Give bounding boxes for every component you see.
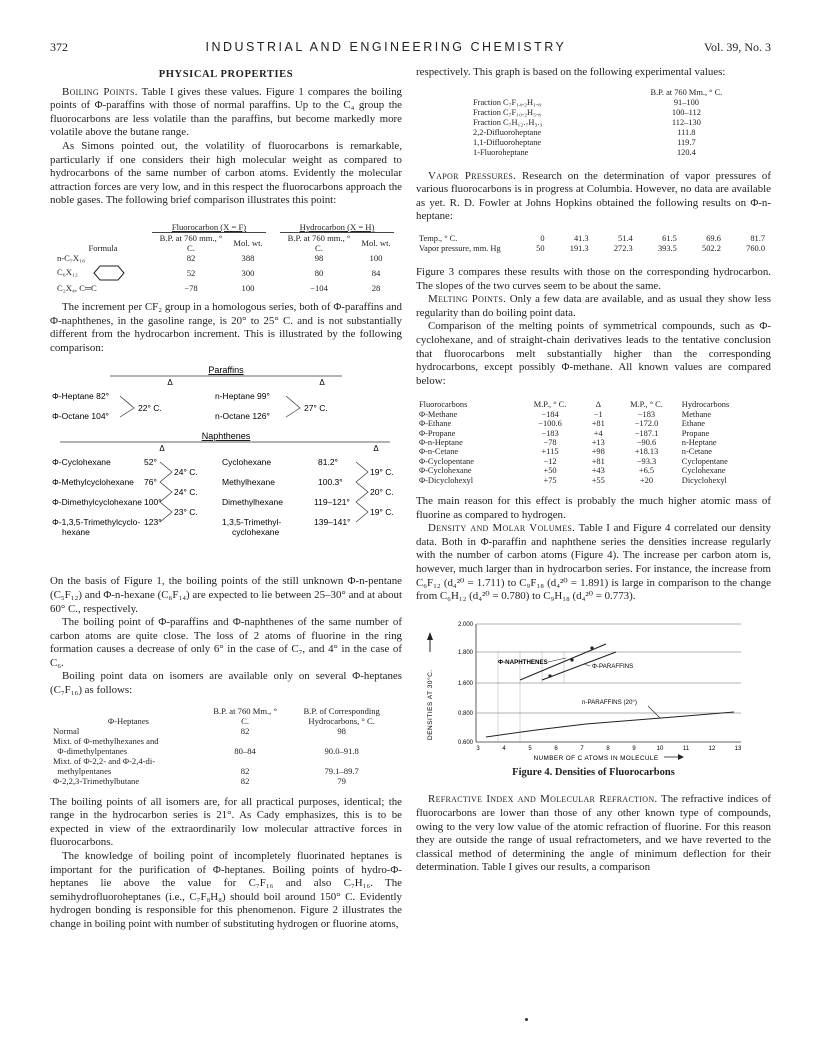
svg-text:24° C.: 24° C. [174,487,198,498]
journal-title: INDUSTRIAL AND ENGINEERING CHEMISTRY [205,40,567,54]
x-tick-label: 9 [632,745,636,752]
x-tick-label: 7 [580,745,584,752]
table-row: n-C₇X₁₆ 82 388 98 100 [57,252,383,263]
x-tick-labels [476,746,742,752]
figure-4-caption: Figure 4. Densities of Fluorocarbons [512,766,675,778]
volatility-paragraph: As Simons pointed out, the volatility of fluorocarbons is remarkable, particularly if one considers their high molecular weight as compared to hydrocarbons of the same number of carbon atoms. Evidently the molecular attraction forces are very low, and in this respect the fluorocarbons approach the noble gases. The following brief comparison illustrates this point: [50,139,402,207]
table-row: Φ-Ethane −100.6 +81 −172.0 Ethane [419,419,706,429]
volume-issue: Vol. 39, No. 3 [703,40,771,54]
refractive-index-paragraph: Refractive Index and Molecular Refraction. The refractive indices of fluorocarbons are lower than those of any other known type of compounds, owing to the very low value of the atomic refraction of fluorine. For this reason they are outside the range of usual refractometers, and we have reverted to the classical method of determining the angle of minimum deflection for their determination. Table I gives our results, a comparison [416,793,771,874]
right-intro-paragraph: respectively. This graph is based on the following experimental values: [416,66,726,78]
vapor-pressure-table [416,234,768,254]
increment-comparison-figure [50,361,402,571]
svg-text:81.2°: 81.2° [318,457,338,468]
svg-text:Δ: Δ [373,444,379,454]
svg-text:Φ-Methylcyclohexane: Φ-Methylcyclohexane [52,477,134,488]
paraffin-h-row-2: n-Octane 126° [215,411,270,422]
x-tick-label: 12 [708,745,716,752]
paraffins-label: Φ-PARAFFINS [592,662,634,670]
naphthenes-label: Φ-NAPHTHENES [498,658,548,666]
section-title: PHYSICAL PROPERTIES [158,69,294,80]
page-number: 372 [50,40,68,54]
svg-text:Methylhexane: Methylhexane [222,477,275,488]
paraffin-f-row-2: Φ-Octane 104° [52,411,109,422]
table-row: Fraction C₇F₁₀.₂H₅.₈ 100–112 [473,107,701,117]
table-row: Φ-Dicyclohexyl +75 +55 +20 Dicyclohexyl [419,475,727,485]
figure-4-chart [416,612,768,762]
svg-text:19° C.: 19° C. [370,507,394,518]
formula-col-header: Formula [88,242,118,253]
n-paraffins-line [486,712,734,737]
table-row: C₆X₁₂ 52 300 80 84 [54,263,394,283]
svg-text:Cyclohexane: Cyclohexane [222,457,272,468]
svg-text:52°: 52° [144,457,157,468]
x-tick-label: 13 [734,745,742,752]
table-row: Mixt. of Φ-methylhexanes and Φ-dimethylpentanes 80–84 90.0–91.8 [53,735,359,756]
hydrocarbon-group-header: Hydrocarbon (X = H) [280,222,394,233]
page-mark [525,1018,528,1021]
melting-table: Fluorocarbons M.P., ° C. Δ M.P., ° C. Hydrocarbons Φ-Methane −184 −1 −183 Methane Φ-Ethane −100.6 +81 −172.0 Ethane Φ-Propane −183 +4 −187.1 Propane Φ-n-Heptane −78 +13 −90.6 n-Heptane Φ-n-Cetane +115 +98 +18.13 n-Cetane Φ-Cyclopentane −12 +81 −93.3 Cyclopentane Φ-Cyclohexane +50 +43 +6.5 Cyclohexane Φ-Dicyclohexyl +75 +55 +20 Dicyclohexyl [416,400,768,485]
boiling-points-paragraph: Boiling Points. Table I gives these values. Figure 1 compares the boiling points of Φ-paraffins with those of normal paraffins. Up to the C₄ group the fluorocarbons are less volatile than the paraffins, but become markedly more volatile above the butane range. [50,85,402,139]
paraffin-h-row-1: n-Heptane 99° [215,391,270,402]
left-column [50,66,402,932]
svg-text:22° C.: 22° C. [138,403,162,414]
isomers-paragraph-2: The boiling points of all isomers are, for all practical purposes, identical; the range in the hydrocarbon series is 21°. As Cady emphasizes, this is to be expected in view of the extraordinarily low molecular attractive forces in fluorocarbons. [50,795,402,849]
table-row: Φ-n-Heptane −78 +13 −90.6 n-Heptane [419,437,717,447]
n-paraffins-label: n-PARAFFINS (20°) [582,698,637,706]
x-tick-label: 5 [528,745,532,752]
fluorocarbon-group-header: Fluorocarbon (X = F) [152,222,266,233]
svg-text:24° C.: 24° C. [174,467,198,478]
x-tick-label: 10 [656,745,664,752]
svg-text:123°: 123° [144,517,162,528]
y-tick-label: 0.800 [457,710,473,717]
running-head [50,40,771,58]
svg-text:Δ: Δ [319,378,325,388]
isomer-table: Φ-Heptanes B.P. at 760 Mm., ° C. B.P. of Corresponding Hydrocarbons, ° C. Normal 82 98 Mixt. of Φ-methylhexanes and Φ-dimethylpentanes 80–84 90.0–91.8 Mixt. of Φ-2,2- and Φ-2,4-di- methylpentanes 82 79.1–89.7 Φ-2,2,3-Trimethylbutane 82 79 [50,706,400,786]
svg-text:119–121°: 119–121° [314,497,350,508]
table-row: Mixt. of Φ-2,2- and Φ-2,4-di- methylpentanes 82 79.1–89.7 [53,755,359,776]
comparison-table [54,222,394,293]
paraffins-title: Paraffins [208,365,244,376]
svg-text:76°: 76° [144,477,157,488]
svg-text:23° C.: 23° C. [174,507,198,518]
svg-text:1,3,5-Trimethyl-: 1,3,5-Trimethyl- [222,517,282,528]
boiling-points-heading: Boiling Points. [62,85,138,98]
table-row: Fraction C₇H₁₂.₇H₃.₃ 112–130 [473,117,701,127]
table-row: Φ-n-Cetane +115 +98 +18.13 n-Cetane [419,447,712,457]
table-row: Fraction C₇F₁₄.₂H₁.₈ 91–100 [473,97,699,107]
hexagon-ring-icon [86,265,132,281]
figure-4-ylabel: DENSITIES AT 30°C. [427,669,434,740]
y-tick-label: 2.000 [457,621,473,628]
table-row: 1-Fluoroheptane 120.4 [473,147,696,157]
table-row: Temp., ° C. 0 41.3 51.4 61.5 69.6 81.7 [419,233,765,243]
knowledge-paragraph: The knowledge of boiling point of incompletely fluorinated heptanes is important for the purification of Φ-heptanes. Boiling points of hydro-Φ-heptanes lie above the value for C₇F₁₆ and also C₇H₁₆. The semihydrofluoroheptanes (i.e., C₇F₈H₈) should boil around 150° C. Evidently hydrogen bonding is responsible for this phenomenon. Figure 2 illustrates the change in boiling point with number of substituting hydrogen or fluorine atoms, [50,850,402,930]
h-bp-col-header: B.P. at 760 mm., ° C. [287,232,351,253]
svg-text:139–141°: 139–141° [314,517,351,528]
data-point [570,658,573,661]
svg-text:27° C.: 27° C. [304,403,328,414]
naphthenes-title: Naphthenes [201,431,251,442]
vapor-paragraph-2: Figure 3 compares these results with those on the corresponding hydrocarbon. The slopes of the two curves seem to be about the same. [416,265,771,292]
y-tick-label: 0.600 [457,739,473,746]
svg-text:Δ: Δ [159,444,165,454]
table-row: Φ-2,2,3-Trimethylbutane 82 79 [53,775,346,786]
svg-text:19° C.: 19° C. [370,467,394,478]
boiling-paragraph-2: The boiling point of Φ-paraffins and Φ-naphthenes of the same number of carbon atoms are quite close. The loss of 2 atoms of fluorine in the ring formation causes a decrease of only 6° in the case of C₇, and 4° in the case of C₆. [50,616,402,669]
table-row: Vapor pressure, mm. Hg 50 191.3 272.3 393.5 502.2 760.0 [419,243,765,253]
svg-text:cyclohexane: cyclohexane [232,527,280,538]
svg-text:Dimethylhexane: Dimethylhexane [222,497,283,508]
data-point [548,674,551,677]
right-column [416,66,771,875]
table-row: Normal 82 98 [53,725,346,736]
density-paragraph: Density and Molar Volumes. Table I and Figure 4 correlated our density data. Both in Φ-paraffin and naphthene series the densities increase regularly with the number of carbon atoms (Figure 4). The increase per carbon atom is, however, much larger than in hydrocarbon series. For instance, the increase from C₆F₁₂ (d₄²⁰ = 1.711) to C₉F₁₈ (d₄²⁰ = 1.891) is large in comparison to the change from C₆H₁₂ (d₄²⁰ = 0.780) to C₉H₁₈ (d₄²⁰ = 0.773). [416,522,771,603]
density-heading: Density and Molar Volumes. [428,522,576,535]
f-bp-col-header: B.P. at 760 mm., ° C. [159,232,223,253]
vapor-pressure-paragraph: Vapor Pressures. Research on the determination of vapor pressures of various fluorocarbons is in progress at Columbia. However, no data are available as yet. R. D. Fowler at Johns Hopkins obtained the following results on Φ-n-heptane: [416,169,771,223]
x-axis-arrow-icon [678,754,684,760]
y-tick-label: 1.600 [457,680,473,687]
svg-text:100°: 100° [144,497,162,508]
svg-text:Δ: Δ [167,378,173,388]
fraction-table: B.P. at 760 Mm., ° C. Fraction C₇F₁₄.₂H₁.₈ 91–100 Fraction C₇F₁₀.₂H₅.₈ 100–112 Fraction C₇H₁₂.₇H₃.₃ 112–130 2,2-Difluoroheptane 111.8 1,1-Difluoroheptane 119.7 1-Fluoroheptane 120.4 [470,88,760,158]
table-row: Φ-Propane −183 +4 −187.1 Propane [419,428,710,438]
svg-text:100.3°: 100.3° [318,477,343,488]
melting-paragraph-2: Comparison of the melting points of symmetrical compounds, such as Φ-cyclohexane, and of straight-chain derivatives leads to the tentative conclusion that fluorocarbons melt substantially higher than the corresponding hydrocarbons, except possibly Φ-methane. All known values are compared below: [416,320,771,387]
table-row: Φ-Methane −184 −1 −183 Methane [419,409,712,419]
x-tick-label: 11 [682,745,690,752]
data-point [590,646,593,649]
basis-paragraph: On the basis of Figure 1, the boiling points of the still unknown Φ-n-pentane (C₅F₁₂) and Φ-n-hexane (C₆F₁₄) are expected to lie between 25–30° and at about 60° C., respectively. [50,575,402,615]
melting-points-heading: Melting Points. [428,293,507,306]
svg-text:Φ-Cyclohexane: Φ-Cyclohexane [52,457,111,468]
x-tick-label: 4 [502,745,506,752]
table-row: C₂X₄, C═C −78 100 −104 28 [57,282,381,293]
svg-text:20° C.: 20° C. [370,487,394,498]
refractive-index-heading: Refractive Index and Molecular Refraction. [428,793,658,806]
paraffin-f-row-1: Φ-Heptane 82° [52,391,109,402]
table-row: 1,1-Difluoroheptane 119.7 [473,137,696,147]
x-tick-label: 6 [554,745,558,752]
x-tick-label: 8 [606,745,610,752]
y-axis-arrow-icon [427,632,433,640]
vapor-pressure-heading: Vapor Pressures. [428,169,517,182]
svg-text:hexane: hexane [62,527,90,538]
y-tick-label: 1.800 [457,649,473,656]
melting-paragraph-3: The main reason for this effect is probably the much higher atomic mass of fluorine as compared to hydrogen. [416,494,771,521]
table-row: Φ-Cyclohexane +50 +43 +6.5 Cyclohexane [419,466,726,476]
table-row: Φ-Cyclopentane −12 +81 −93.3 Cyclopentane [419,456,728,466]
y-tick-labels [458,622,474,746]
svg-text:Φ-Dimethylcyclohexane: Φ-Dimethylcyclohexane [52,497,142,508]
table-row: 2,2-Difluoroheptane 111.8 [473,127,696,137]
f-mw-col-header: Mol. wt. [233,237,263,248]
increment-paragraph: The increment per CF₂ group in a homologous series, both of Φ-paraffins and Φ-naphthenes, in the gasoline range, is 20° to 25° C. and is not substantially different from the hydrocarbon increment. This is illustrated by the following comparison: [50,300,402,354]
svg-text:Φ-1,3,5-Trimethylcyclo-: Φ-1,3,5-Trimethylcyclo- [52,517,141,528]
h-mw-col-header: Mol. wt. [361,237,391,248]
melting-points-paragraph: Melting Points. Only a few data are available, and as usual they show less regularity than do boiling point data. [416,293,772,319]
x-tick-label: 3 [476,745,480,752]
figure-4-xlabel: NUMBER OF C ATOMS IN MOLECULE [533,754,659,762]
isomers-paragraph: Boiling point data on isomers are available only on several Φ-heptanes (C₇F₁₆) as follows: [50,670,402,697]
